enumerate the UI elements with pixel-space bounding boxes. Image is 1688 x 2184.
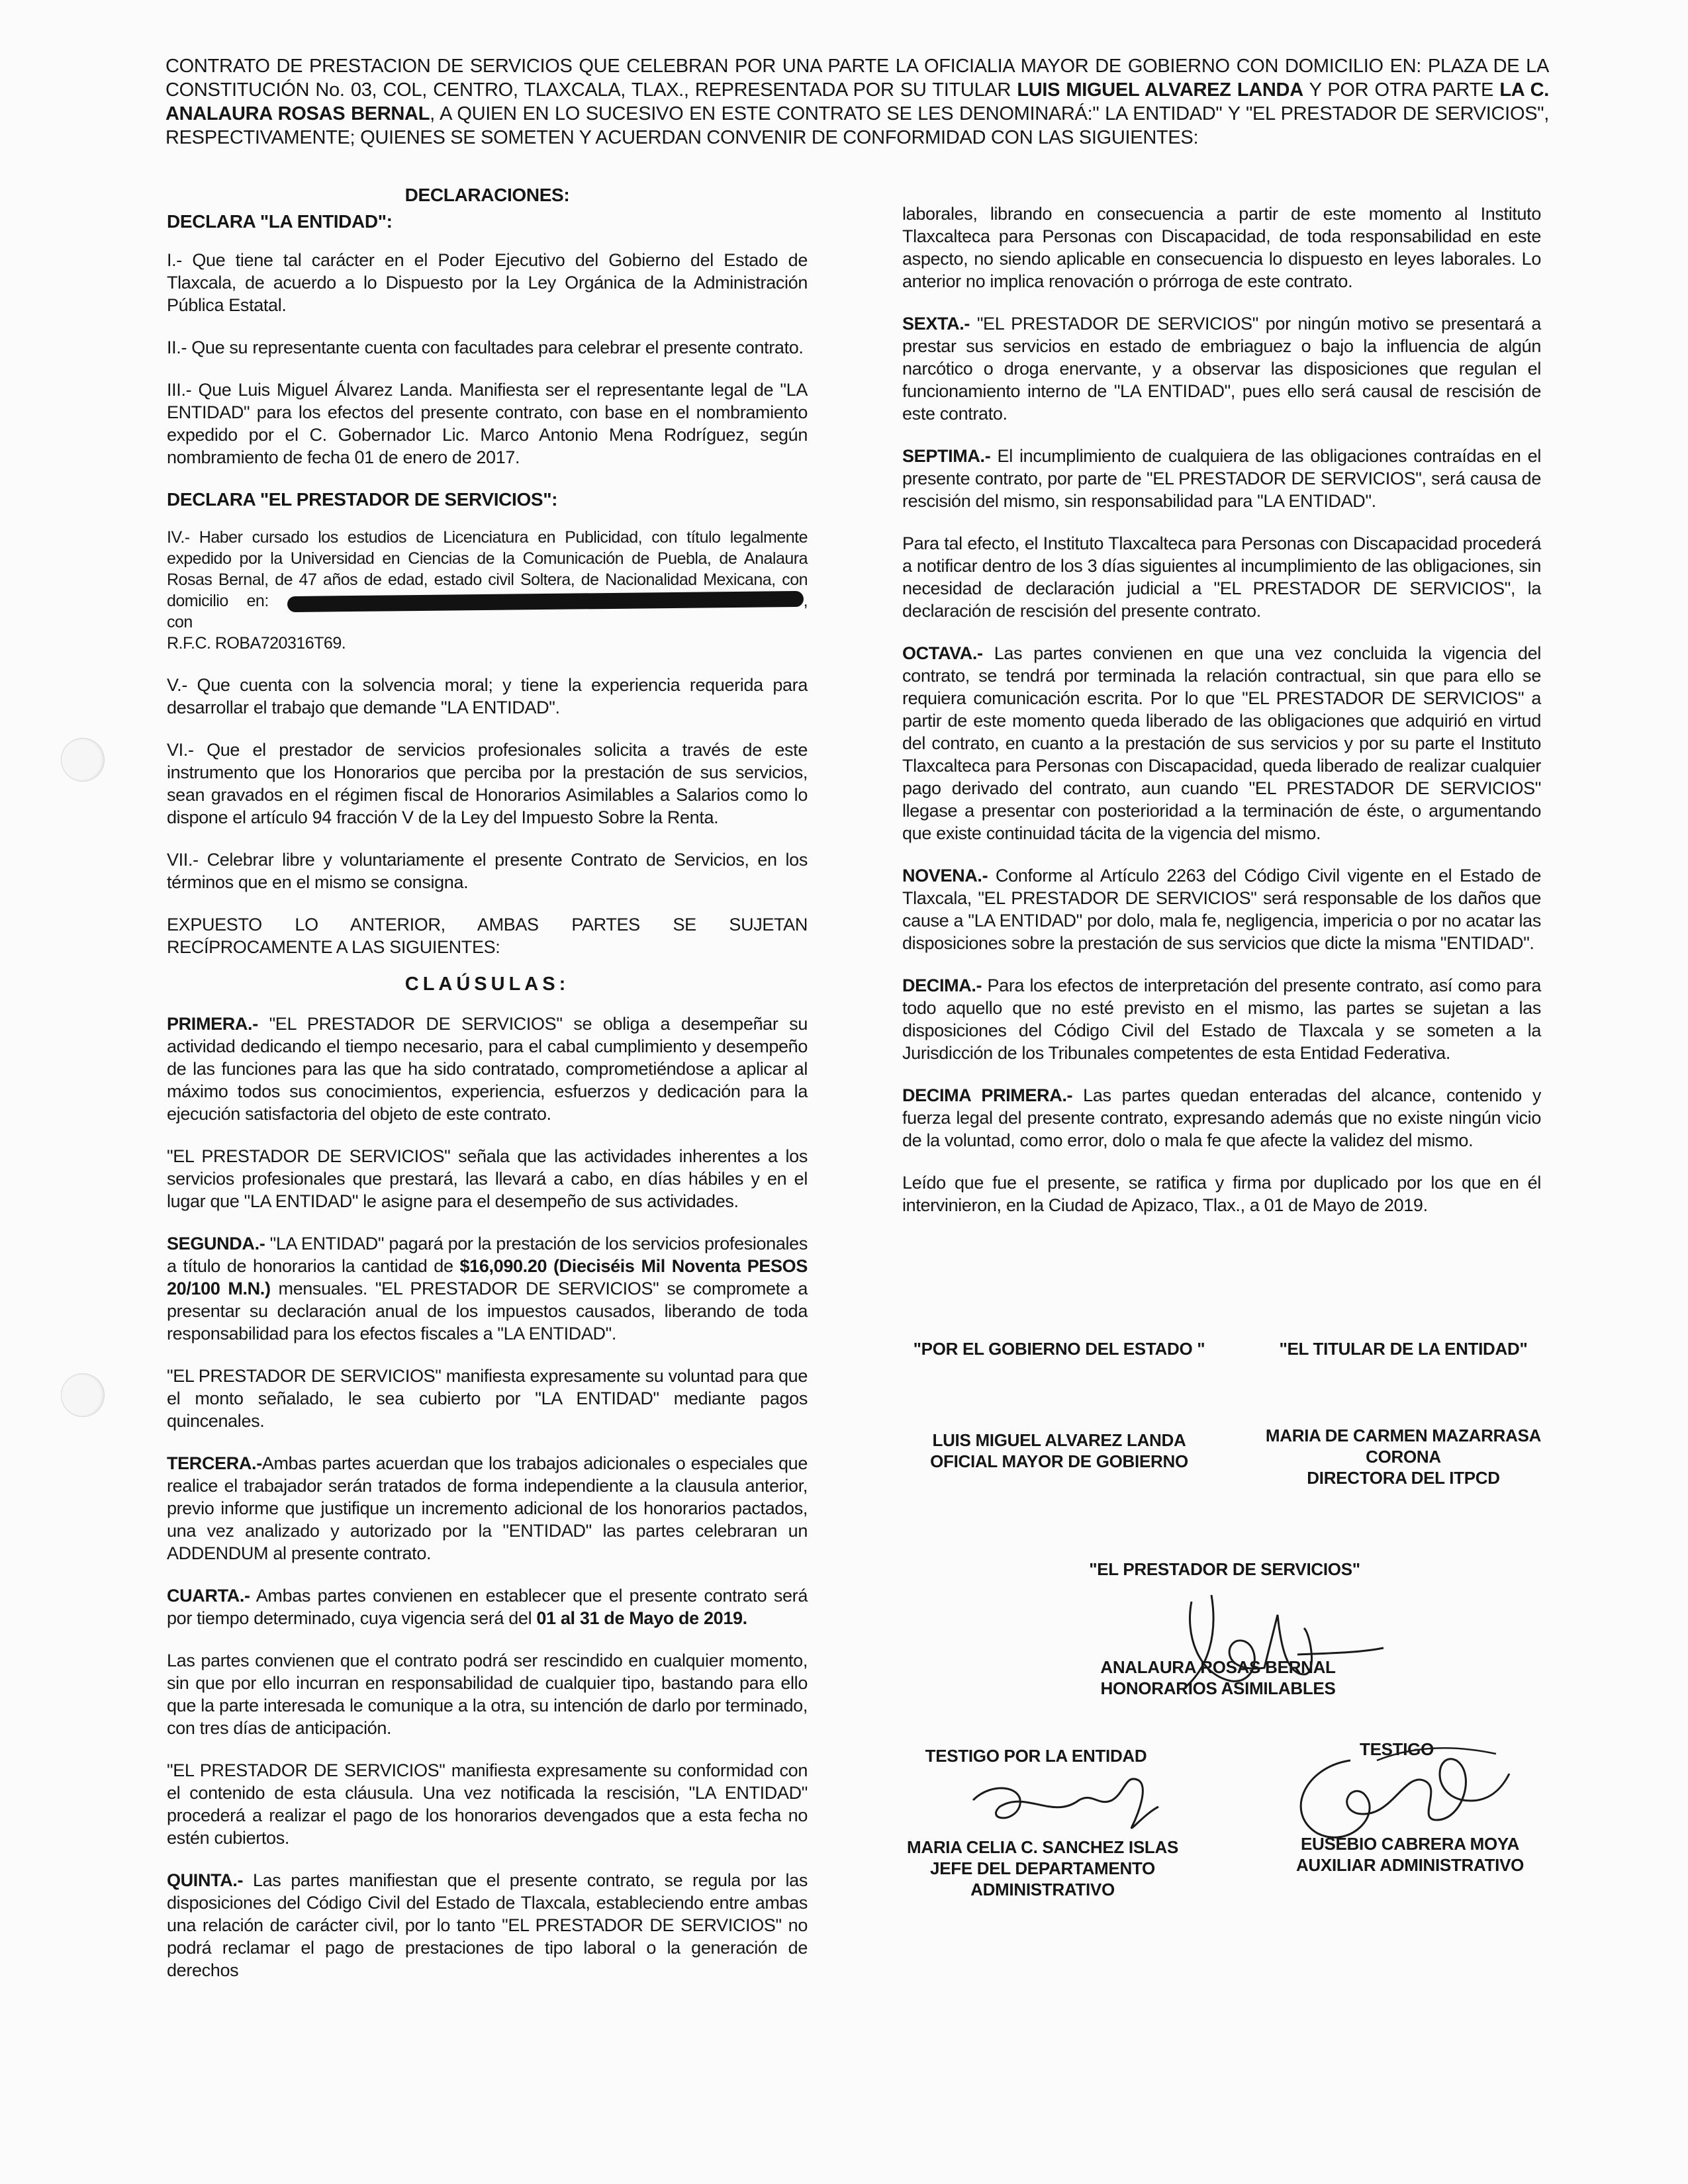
header-intro: CONTRATO DE PRESTACION DE SERVICIOS QUE CELEBRAN POR UNA PARTE LA OFICIALIA MAYOR DE GOBIERNO CON DOMICILIO EN: PLAZA DE LA CONSTITUCIÓN No. 03, COL, CENTRO, TLAXCALA, TLAX., REPRESENTADA POR SU TITULAR [165,56,1549,101]
clausula-segunda-text-b: mensuales. "EL PRESTADOR DE SERVICIOS" se compromete a presentar su declaración anual de los impuestos causados, liberando de toda responsabilidad para los efectos fiscales a "LA ENTIDAD". [167,1279,808,1343]
gobierno-signature-block [887,1430,1231,1472]
left-column [167,184,808,2001]
declara-prestador-heading: DECLARA "EL PRESTADOR DE SERVICIOS": [167,489,558,510]
testigo-entidad-signature-scribble [947,1760,1185,1840]
clausula-cuarta-dates: 01 al 31 de Mayo de 2019. [536,1608,747,1628]
prestador-name: ANALAURA ROSAS BERNAL [1100,1657,1336,1677]
clausula-decima-primera-text: Las partes quedan enteradas del alcance, contenido y fuerza legal del presente contrato, expresando además que no existe ningún vicio de la voluntad, como error, dolo o mala fe que afecte la validez del mismo. [902,1085,1541,1150]
declaracion-v: V.- Que cuenta con la solvencia moral; y tiene la experiencia requerida para desarrollar el trabajo que demande "LA ENTIDAD". [167,675,808,717]
clausula-segunda-amount: $16,090.20 (Dieciséis Mil Noventa PESOS 20/100 M.N.) [167,1256,808,1298]
clausula-tercera-text: Ambas partes acuerdan que los trabajos adicionales o especiales que realice el trabajador serán tratados de forma independiente a la clausula anterior, previo informe que justifique un incremento adicional de los honorarios pactados, una vez analizado y autorizado por la "ENTIDAD" las partes celebraran un ADDENDUM al presente contrato. [167,1453,808,1563]
declaracion-iv-con: , con [167,592,808,631]
testigo-heading: TESTIGO [1359,1739,1434,1759]
clausula-decima-label: DECIMA.- [902,976,982,995]
testigo-entidad-name: MARIA CELIA C. SANCHEZ ISLAS [906,1837,1178,1857]
clausula-novena-label: NOVENA.- [902,866,988,886]
testigo-signature-scribble [1278,1734,1516,1846]
expuesto-text: EXPUESTO LO ANTERIOR, AMBAS PARTES SE SUJETAN RECÍPROCAMENTE A LAS SIGUIENTES: [167,915,808,957]
clausula-segunda [167,1232,808,1345]
punch-hole [61,738,105,782]
clausula-sexta-text: "EL PRESTADOR DE SERVICIOS" por ningún motivo se presentará a prestar sus servicios en estado de embriaguez o bajo la influencia de algún narcótico o droga enervante, y a observar las disposiciones que regulan el funcionamiento interno de "LA ENTIDAD", pues ello será causal de rescisión de este contrato. [902,314,1541,424]
prestador-signature-scribble [1145,1575,1397,1707]
header-titular: LUIS MIGUEL ALVAREZ LANDA [1017,79,1303,101]
testigo-name: EUSEBIO CABRERA MOYA [1300,1834,1520,1854]
gobierno-heading: "POR EL GOBIERNO DEL ESTADO " [913,1339,1205,1359]
header-prestador: LA C. ANALAURA ROSAS BERNAL [165,79,1549,124]
clausula-decima-primera [902,1084,1541,1152]
leido-text: Leído que fue el presente, se ratifica y firma por duplicado por los que en él intervinieron, en la Ciudad de Apizaco, Tlax., a 01 de Mayo de 2019. [902,1173,1541,1215]
titular-heading: "EL TITULAR DE LA ENTIDAD" [1279,1339,1528,1359]
clausula-cuarta [167,1584,808,1629]
clausula-tercera-label: TERCERA.- [167,1453,262,1473]
clausula-quinta-label: QUINTA.- [167,1870,244,1890]
clausula-septima-text: El incumplimiento de cualquiera de las obligaciones contraídas en el presente contrato, por parte de "EL PRESTADOR DE SERVICIOS", será causa de rescisión del mismo, sin responsabilidad para "LA ENTIDAD". [902,446,1541,511]
clausula-cuarta-b: Las partes convienen que el contrato podrá ser rescindido en cualquier momento, sin que por ello incurran en responsabilidad de cualquier tipo, bastando para ello que la parte interesada le comunique a la otra, su intención de darlo por terminado, con tres días de anticipación. [167,1651,808,1738]
gobierno-name: LUIS MIGUEL ALVAREZ LANDA [932,1430,1186,1450]
declaracion-ii: II.- Que su representante cuenta con facultades para celebrar el presente contrato. [167,338,804,357]
clausula-septima [902,445,1541,512]
clausula-sexta [902,312,1541,425]
clausula-quinta-text: Las partes manifiestan que el presente contrato, se regula por las disposiciones del Código Civil del Estado de Tlaxcala, estableciendo entre ambas una relación de carácter civil, por lo tanto "EL PRESTADOR DE SERVICIOS" no podrá reclamar el pago de prestaciones de tipo laboral o la generación de derechos [167,1870,808,1980]
clausula-segunda-text: "LA ENTIDAD" pagará por la prestación de los servicios profesionales a título de honorarios la cantidad de [167,1234,808,1276]
clausula-octava-label: OCTAVA.- [902,643,983,663]
clausula-primera-label: PRIMERA.- [167,1014,258,1034]
clausulas-title: CLAÚSULAS: [404,974,570,995]
clausula-septima-b: Para tal efecto, el Instituto Tlaxcalteca para Personas con Discapacidad procederá a notificar dentro de los 3 días siguientes al incumplimiento de las obligaciones, sin necesidad de declaración judicial a "EL PRESTADOR DE SERVICIOS", la declaración de rescisión del presente contrato. [902,533,1541,621]
declaracion-iv-text: IV.- Haber cursado los estudios de Licenciatura en Publicidad, con título legalmente expedido por la Universidad en Ciencias de la Comunicación de Puebla, de Analaura Rosas Bernal, de 47 años de edad, estado civil Soltera, de Nacionalidad Mexicana, con domicilio en: [167,528,808,610]
clausula-segunda-c: "EL PRESTADOR DE SERVICIOS" manifiesta expresamente su voluntad para que el monto señalado, le sea cubierto por "LA ENTIDAD" mediante pagos quincenales. [167,1366,808,1431]
redacted-address [287,591,803,612]
clausula-segunda-label: SEGUNDA.- [167,1234,265,1253]
testigo-entidad-role: JEFE DEL DEPARTAMENTO ADMINISTRATIVO [930,1858,1155,1899]
declaracion-iv-rfc: R.F.C. ROBA720316T69. [167,634,346,653]
clausula-primera-text: "EL PRESTADOR DE SERVICIOS" se obliga a desempeñar su actividad dedicando el tiempo necesario, para el cabal cumplimiento y desempeño de las funciones para las que ha sido contratado, comprometiéndose a aplicar al máximo todos sus conocimientos, experiencia, esfuerzos y dedicación para la ejecución satisfactoria del objeto de este contrato. [167,1014,808,1124]
declara-entidad-heading: DECLARA "LA ENTIDAD": [167,211,393,232]
prestador-role: HONORARIOS ASIMILABLES [1100,1678,1336,1698]
punch-hole [61,1373,105,1417]
titular-name: MARIA DE CARMEN MAZARRASA CORONA [1265,1426,1542,1467]
clausula-decima [902,974,1541,1064]
clausula-cuarta-text: Ambas partes convienen en establecer que el presente contrato será por tiempo determinado, cuya vigencia será del [167,1586,808,1628]
declaracion-iv [167,527,808,654]
clausula-cuarta-c: "EL PRESTADOR DE SERVICIOS" manifiesta expresamente su conformidad con el contenido de esta cláusula. Una vez notificada la rescisión, "LA ENTIDAD" procederá a realizar el pago de los honorarios devengados que a esta fecha no estén cubiertos. [167,1760,808,1848]
testigo-role: AUXILIAR ADMINISTRATIVO [1295,1855,1524,1875]
clausula-quinta [167,1869,808,1981]
clausula-sexta-label: SEXTA.- [902,314,970,334]
declaracion-iii: III.- Que Luis Miguel Álvarez Landa. Manifiesta ser el representante legal de "LA ENTIDAD" para los efectos del presente contrato, con base en el nombramiento expedido por el C. Gobernador Lic. Marco Antonio Mena Rodríguez, según nombramiento de fecha 01 de enero de 2017. [167,380,808,467]
declaracion-i: I.- Que tiene tal carácter en el Poder Ejecutivo del Gobierno del Estado de Tlaxcala, de acuerdo a lo Dispuesto por la Ley Orgánica de la Administración Pública Estatal. [167,250,808,315]
clausula-novena-text: Conforme al Artículo 2263 del Código Civil vigente en el Estado de Tlaxcala, "EL PRESTADOR DE SERVICIOS" será responsable de los daños que cause a "LA ENTIDAD" por dolo, mala fe, negligencia, impericia o por no acatar las disposiciones sobre la prestación de sus servicios que dicte la misma "ENTIDAD". [902,866,1541,953]
clausula-primera [167,1013,808,1125]
testigo-entidad-heading: TESTIGO POR LA ENTIDAD [925,1746,1147,1766]
clausula-quinta-cont: laborales, librando en consecuencia a partir de este momento al Instituto Tlaxcalteca para Personas con Discapacidad, de toda responsabilidad en este aspecto, no siendo aplicable en consecuencia lo dispuesto en leyes laborales. Lo anterior no implica renovación o prórroga de este contrato. [902,204,1541,291]
clausula-decima-text: Para los efectos de interpretación del presente contrato, así como para todo aquello que no esté previsto en el mismo, las partes se sujetan a las disposiciones del Código Civil del Estado de Tlaxcala y se someten a la Jurisdicción de los Tribunales competentes de esta Entidad Federativa. [902,976,1541,1063]
clausula-cuarta-label: CUARTA.- [167,1586,250,1606]
testigo-entidad-block [887,1837,1198,1900]
header-mid: Y POR OTRA PARTE [1303,79,1500,101]
contract-header [165,54,1549,150]
clausula-novena [902,864,1541,954]
titular-role: DIRECTORA DEL ITPCD [1307,1468,1500,1488]
clausula-octava-text: Las partes convienen en que una vez concluida la vigencia del contrato, se tendrá por terminada la relación contractual, sin que para ello se requiera comunicación escrita. Por lo que "EL PRESTADOR DE SERVICIOS" a partir de este momento queda liberado de las obligaciones que adquirió en virtud del contrato, en cuanto a la prestación de sus servicios y por su parte el Instituto Tlaxcalteca para Personas con Discapacidad, queda liberado de realizar cualquier pago derivado del contrato, aun cuando "EL PRESTADOR DE SERVICIOS" llegase a presentar con posterioridad a la terminación de éste, o argumentando que existe continuidad tácita de la vigencia del mismo. [902,643,1541,843]
declaracion-vi: VI.- Que el prestador de servicios profesionales solicita a través de este instrumento que los Honorarios que perciba por la prestación de sus servicios, sean gravados en el régimen fiscal de Honorarios Asimilables a Salarios como lo dispone el artículo 94 fracción V de la Ley del Impuesto Sobre la Renta. [167,740,808,827]
gobierno-role: OFICIAL MAYOR DE GOBIERNO [930,1451,1188,1471]
header-tail: , A QUIEN EN LO SUCESIVO EN ESTE CONTRATO SE LES DENOMINARÁ:" LA ENTIDAD" Y "EL PRESTADOR DE SERVICIOS", RESPECTIVAMENTE; QUIENES SE SOMETEN Y ACUERDAN CONVENIR DE CONFORMIDAD CON LAS SIGUIENTES: [165,103,1549,148]
clausula-septima-label: SEPTIMA.- [902,446,991,466]
clausula-octava [902,642,1541,844]
titular-signature-block [1251,1425,1556,1488]
clausula-decima-primera-label: DECIMA PRIMERA.- [902,1085,1073,1105]
clausula-tercera [167,1452,808,1565]
right-column [902,203,1541,1236]
declaracion-vii: VII.- Celebrar libre y voluntariamente el presente Contrato de Servicios, en los términos que en el mismo se consigna. [167,850,808,892]
clausula-primera-b: "EL PRESTADOR DE SERVICIOS" señala que las actividades inherentes a los servicios profesionales que prestará, las llevará a cabo, en días hábiles y en el lugar que "LA ENTIDAD" le asigne para el desempeño de sus actividades. [167,1146,808,1211]
declaraciones-title: DECLARACIONES: [404,185,570,205]
prestador-heading: "EL PRESTADOR DE SERVICIOS" [1089,1559,1360,1579]
